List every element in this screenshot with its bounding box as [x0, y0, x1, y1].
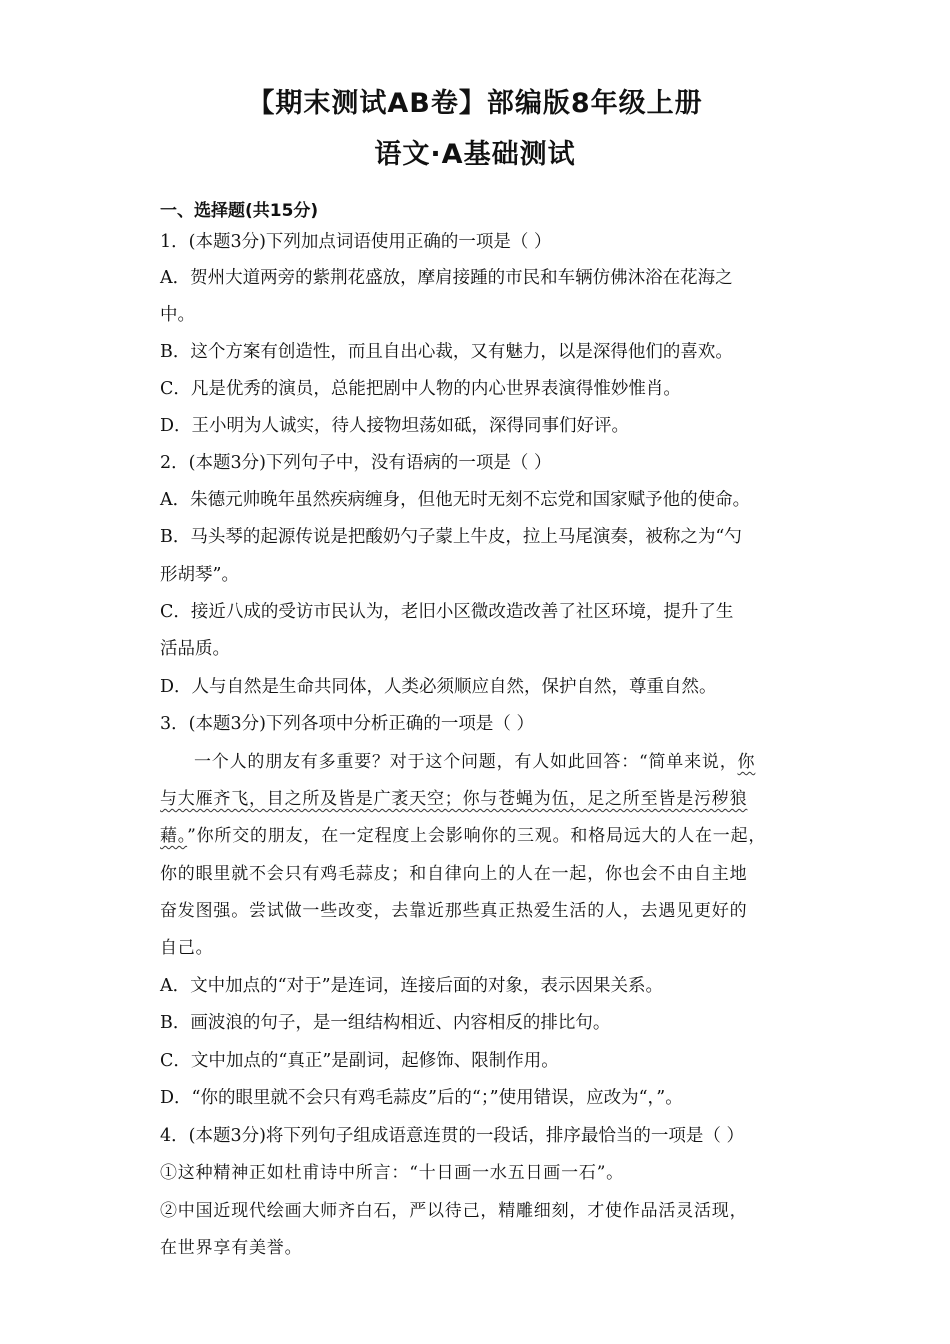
passage-line-1	[194, 750, 755, 774]
question-2-option-c: C．接近八成的受访市民认为，老旧小区微改造改善了社区环境，提升了生	[160, 602, 734, 622]
question-1-option-c: C．凡是优秀的演员，总能把剧中人物的内心世界表演得惟妙惟肖。	[160, 379, 681, 399]
wavy-underlined-text: 藉。	[160, 826, 188, 846]
passage-line-5: 奋发图强。尝试做一些改变，去靠近那些真正热爱生活的人，去遇见更好的	[160, 901, 748, 921]
question-1-option-b: B．这个方案有创造性，而且自出心裁，又有魅力，以是深得他们的喜欢。	[160, 342, 733, 362]
passage-text: ”你所交的朋友，在一定程度上会影响你的三观。和格局远大的人在一起，	[187, 826, 767, 846]
question-2-option-b: B．马头琴的起源传说是把酸奶勺子蒙上牛皮，拉上马尾演奏，被称之为“勺	[160, 527, 742, 547]
question-2-option-a: A．朱德元帅晚年虽然疾病缠身，但他无时无刻不忘党和国家赋予他的使命。	[160, 490, 751, 510]
question-3-option-c: C．文中加点的“真正”是副词，起修饰、限制作用。	[160, 1051, 559, 1071]
question-2-option-c-cont: 活品质。	[160, 639, 230, 659]
question-3-option-b: B．画波浪的句子，是一组结构相近、内容相反的排比句。	[160, 1013, 611, 1033]
question-1-stem: 1．(本题3分)下列加点词语使用正确的一项是（ ）	[160, 232, 552, 252]
question-2-option-d: D．人与自然是生命共同体，人类必须顺应自然，保护自然，尊重自然。	[160, 677, 717, 697]
question-1-option-a-cont: 中。	[160, 305, 195, 325]
passage-line-2	[160, 787, 747, 811]
wavy-underlined-text: 你	[737, 752, 756, 772]
document-title: 【期末测试AB卷】部编版8年级上册	[247, 88, 703, 119]
question-2-stem: 2．(本题3分)下列句子中，没有语病的一项是（ ）	[160, 453, 552, 473]
passage-line-3	[160, 824, 766, 848]
question-4-sentence-1: ①这种精神正如杜甫诗中所言：“十日画一水五日画一石”。	[160, 1163, 624, 1183]
question-1-option-a: A．贺州大道两旁的紫荆花盛放，摩肩接踵的市民和车辆仿佛沐浴在花海之	[160, 268, 733, 288]
question-3-option-d: D．“你的眼里就不会只有鸡毛蒜皮”后的“；”使用错误，应改为“，”。	[160, 1088, 683, 1108]
question-3-option-a: A．文中加点的“对于”是连词，连接后面的对象，表示因果关系。	[160, 976, 664, 996]
passage-text: 一个人的朋友有多重要？对于这个问题，有人如此回答：“简单来说，	[194, 752, 738, 772]
question-3-stem: 3．(本题3分)下列各项中分析正确的一项是（ ）	[160, 714, 534, 734]
wavy-underlined-text: 与大雁齐飞，目之所及皆是广袤天空；你与苍蝇为伍，足之所至皆是污秽狼	[160, 789, 748, 809]
document-subtitle: 语文·A基础测试	[374, 139, 576, 170]
question-4-sentence-2-cont: 在世界享有美誉。	[160, 1238, 303, 1258]
passage-line-6: 自己。	[160, 938, 214, 958]
question-2-option-b-cont: 形胡琴”。	[160, 565, 239, 585]
question-4-stem: 4．(本题3分)将下列句子组成语意连贯的一段话，排序最恰当的一项是（ ）	[160, 1126, 744, 1146]
question-4-sentence-2: ②中国近现代绘画大师齐白石，严以待己，精雕细刻，才使作品活灵活现，	[160, 1201, 748, 1221]
passage-line-4: 你的眼里就不会只有鸡毛蒜皮；和自律向上的人在一起，你也会不由自主地	[160, 864, 748, 884]
question-1-option-d: D．王小明为人诚实，待人接物坦荡如砥，深得同事们好评。	[160, 416, 630, 436]
section-heading: 一、选择题(共15分)	[160, 201, 319, 221]
